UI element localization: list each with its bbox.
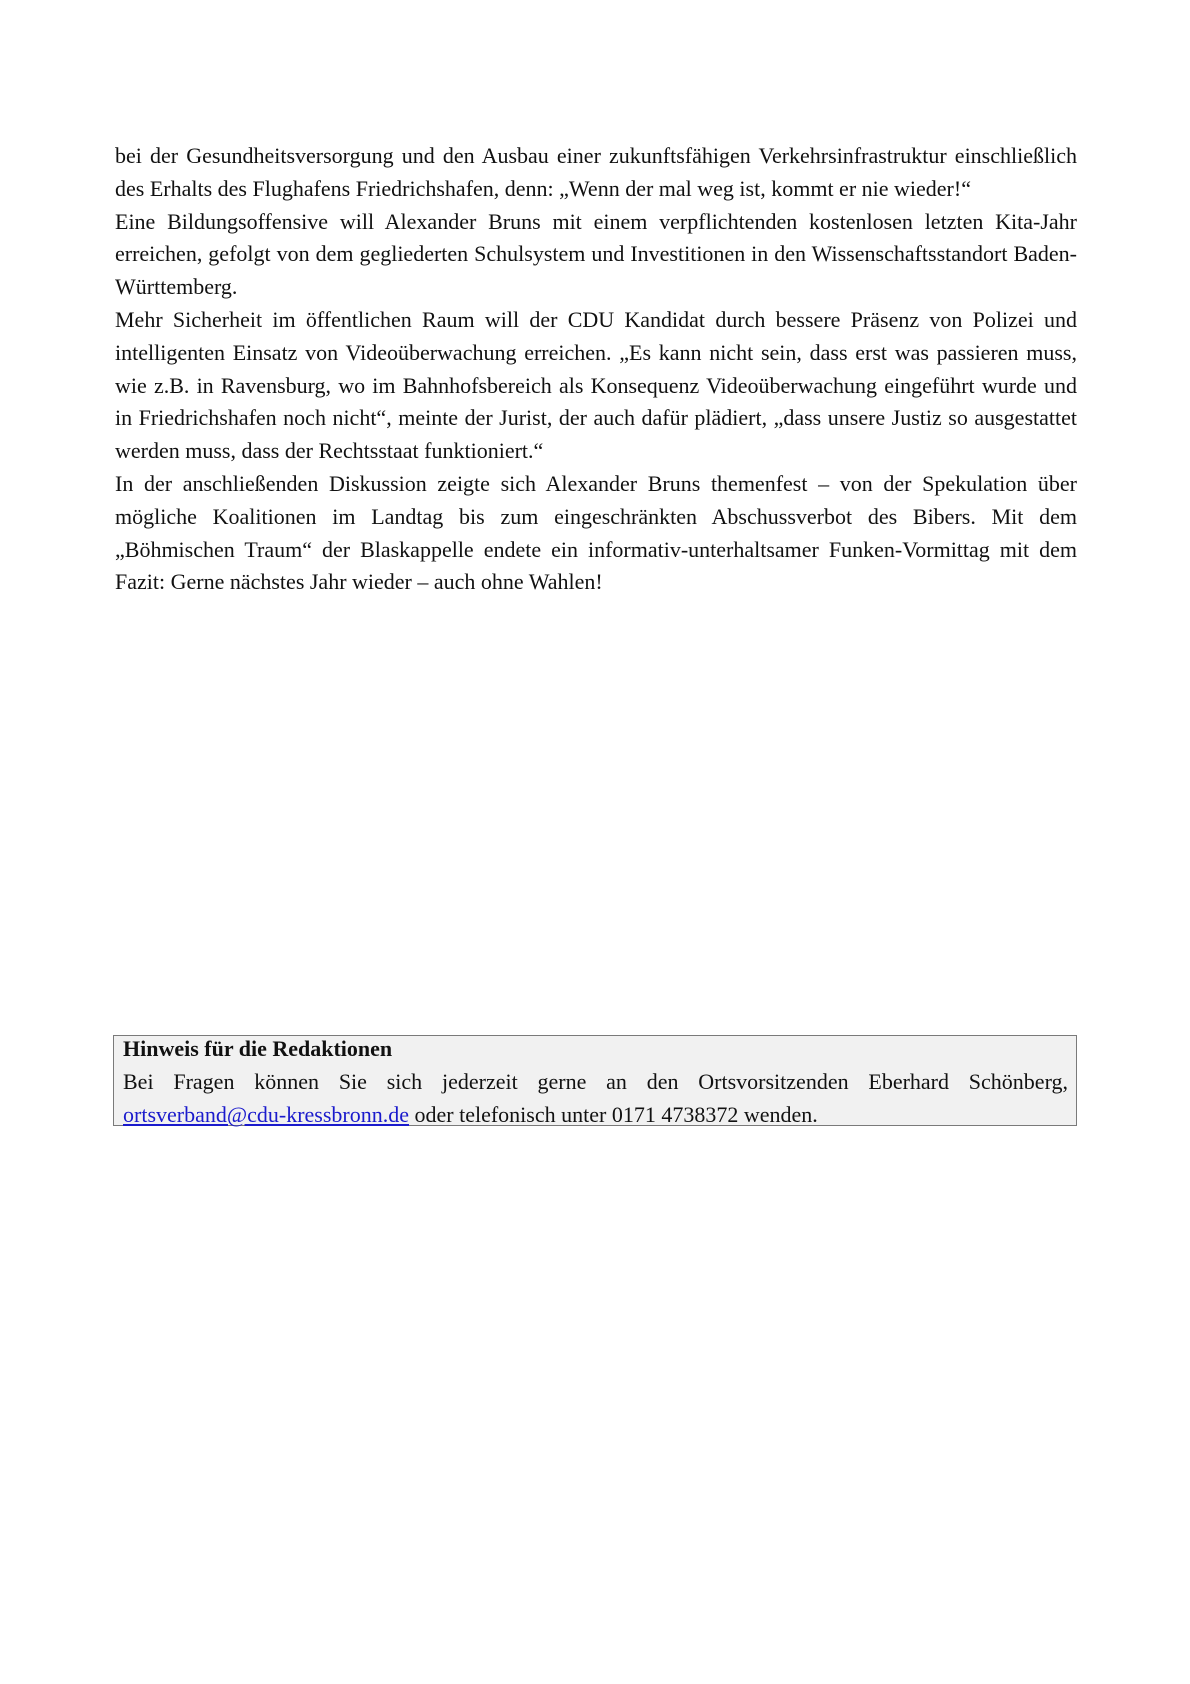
paragraph-infrastructure: bei der Gesundheitsversorgung und den Ausbau einer zukunftsfähigen Verkehrsinfrastruktur einschließlich des Erhalts des Flughafens Friedrichshafen, denn: „Wenn der mal weg ist, kommt er nie wieder!“: [115, 143, 1077, 201]
editorial-note-box: [113, 1035, 1077, 1126]
paragraph-education: Eine Bildungsoffensive will Alexander Bruns mit einem verpflichtenden kostenlosen letzten Kita-Jahr erreichen, gefolgt von dem gegliederten Schulsystem und Investitionen in den Wissenschaftsstandort Baden-Württemberg.: [115, 208, 1077, 300]
note-text-after-link: oder telefonisch unter 0171 4738372 wenden.: [409, 1101, 818, 1127]
article-body: [115, 140, 1077, 599]
paragraph-discussion: In der anschließenden Diskussion zeigte sich Alexander Bruns themenfest – von der Spekulation über mögliche Koalitionen im Landtag bis zum eingeschränkten Abschussverbot des Bibers. Mit dem „Böhmischen Traum“ der Blaskappelle endete ein informativ-unterhaltsamer Funken-Vormittag mit dem Fazit: Gerne nächstes Jahr wieder – auch ohne Wahlen!: [115, 470, 1077, 595]
email-link[interactable]: ortsverband@cdu-kressbronn.de: [123, 1101, 410, 1127]
paragraph-security: Mehr Sicherheit im öffentlichen Raum will der CDU Kandidat durch bessere Präsenz von Polizei und intelligenten Einsatz von Videoüberwachung erreichen. „Es kann nicht sein, dass erst was passieren muss, wie z.B. in Ravensburg, wo im Bahnhofsbereich als Konsequenz Videoüberwachung eingeführt wurde und in Friedrichshafen noch nicht“, meinte der Jurist, der auch dafür plädiert, „dass unsere Justiz so ausgestattet werden muss, dass der Rechtsstaat funktioniert.“: [115, 306, 1077, 464]
note-text-before-link: Bei Fragen können Sie sich jederzeit gerne an den Ortsvorsitzenden Eberhard Schönberg,: [123, 1068, 1068, 1094]
note-text: [123, 1066, 1068, 1132]
note-title: Hinweis für die Redaktionen: [123, 1036, 393, 1061]
